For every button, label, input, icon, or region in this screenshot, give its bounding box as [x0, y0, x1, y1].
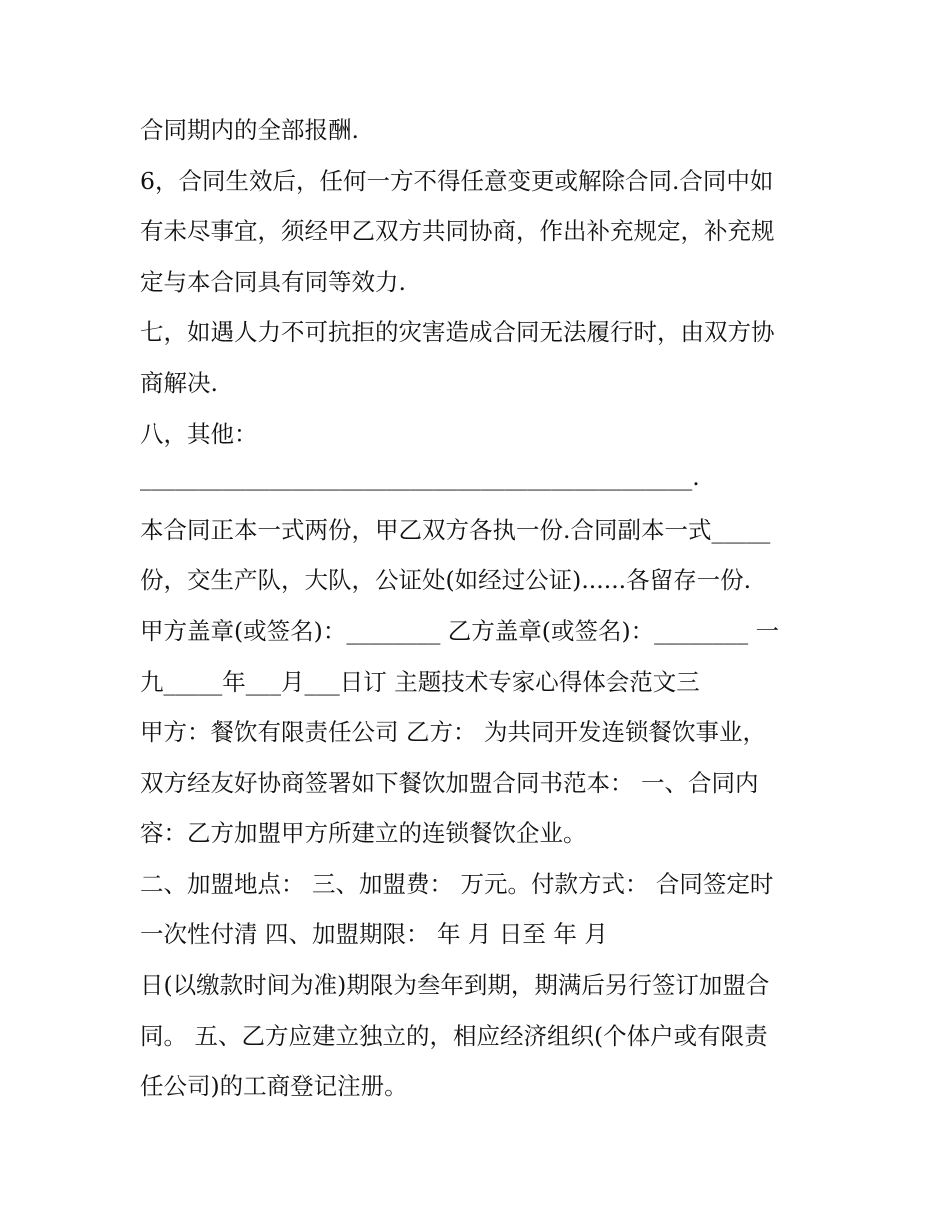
text-line: 商解决. [140, 369, 218, 397]
text-line: 甲方：餐饮有限责任公司 乙方： 为共同开发连锁餐饮事业， [140, 718, 766, 746]
text-line: 有未尽事宜，须经甲乙双方共同协商，作出补充规定，补充规 [140, 217, 775, 245]
text-line: 八，其他： [140, 420, 258, 448]
text-line: 任公司)的工商登记注册。 [140, 1072, 408, 1100]
text-line: 6，合同生效后，任何一方不得任意变更或解除合同.合同中如 [140, 167, 774, 195]
text-line: 九_____年___月___日订 主题技术专家心得体会范文三 [140, 668, 700, 696]
text-line: 二、加盟地点： 三、加盟费： 万元。付款方式： 合同签定时 [140, 870, 774, 898]
text-line: 甲方盖章(或签名)：________ 乙方盖章(或签名)：________ 一 [140, 617, 780, 645]
text-line: 本合同正本一式两份，甲乙双方各执一份.合同副本一式_____ [140, 516, 771, 544]
text-line: 同。 五、乙方应建立独立的，相应经济组织(个体户或有限责 [140, 1022, 768, 1050]
text-line: 合同期内的全部报酬. [140, 116, 359, 144]
text-line: 份，交生产队，大队，公证处(如经过公证)......各留存一份. [140, 566, 752, 594]
blank-line: _______________________________________________. [140, 463, 700, 491]
text-line: 定与本合同具有同等效力. [140, 268, 406, 296]
text-line: 一次性付清 四、加盟期限： 年 月 日至 年 月 [140, 920, 608, 948]
text-line: 双方经友好协商签署如下餐饮加盟合同书范本： 一、合同内 [140, 769, 759, 797]
text-line: 容：乙方加盟甲方所建立的连锁餐饮企业。 [140, 819, 587, 847]
text-line: 日(以缴款时间为准)期限为叁年到期，期满后另行签订加盟合 [140, 971, 770, 999]
text-line: 七，如遇人力不可抗拒的灾害造成合同无法履行时，由双方协 [140, 318, 775, 346]
